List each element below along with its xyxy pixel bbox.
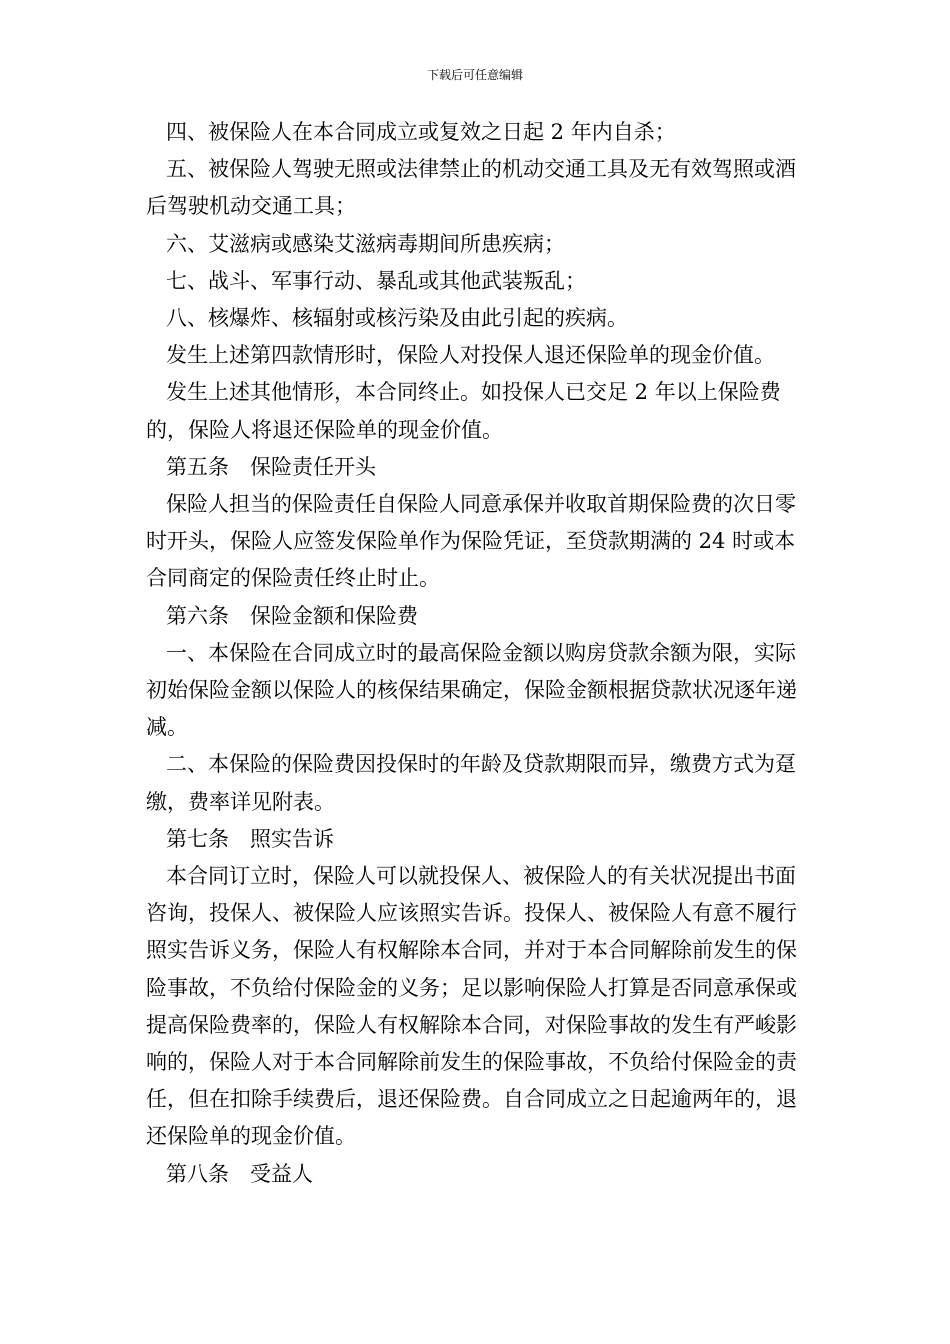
document-body [146, 114, 810, 1193]
paragraph: 五、被保险人驾驶无照或法律禁止的机动交通工具及无有效驾照或酒后驾驶机动交通工具； [146, 157, 796, 219]
paragraph: 一、本保险在合同成立时的最高保险金额以购房贷款余额为限，实际初始保险金额以保险人的核保结果确定，保险金额根据贷款状况逐年递减。 [146, 640, 797, 740]
section-heading: 第六条 保险金额和保险费 [166, 603, 418, 628]
paragraph: 发生上述第四款情形时，保险人对投保人退还保险单的现金价值。 [166, 343, 775, 368]
paragraph: 二、本保险的保险费因投保时的年龄及贷款期限而异，缴费方式为趸缴，费率详见附表。 [146, 752, 796, 814]
paragraph: 六、艾滋病或感染艾滋病毒期间所患疾病； [166, 231, 565, 256]
paragraph: 八、核爆炸、核辐射或核污染及由此引起的疾病。 [166, 306, 628, 331]
paragraph: 四、被保险人在本合同成立或复效之日起 2 年内自杀； [166, 120, 676, 144]
paragraph: 保险人担当的保险责任自保险人同意承保并收取首期保险费的次日零时开头，保险人应签发保险单作为保险凭证，至贷款期满的 24 时或本合同商定的保险责任终止时止。 [146, 492, 796, 591]
paragraph: 本合同订立时，保险人可以就投保人、被保险人的有关状况提出书面咨询，投保人、被保险人应该照实告诉。投保人、被保险人有意不履行照实告诉义务，保险人有权解除本合同，并对于本合同解除前发生的保险事故，不负给付保险金的义务；足以影响保险人打算是否同意承保或提高保险费率的，保险人有权解除本合同，对保险事故的发生有严峻影响的，保险人对于本合同解除前发生的保险事故，不负给付保险金的责任，但在扣除手续费后，退还保险费。自合同成立之日起逾两年的，退还保险单的现金价值。 [146, 864, 797, 1149]
paragraph: 发生上述其他情形，本合同终止。如投保人已交足 2 年以上保险费的，保险人将退还保险单的现金价值。 [146, 380, 781, 442]
section-heading: 第七条 照实告诉 [166, 826, 334, 851]
section-heading: 第五条 保险责任开头 [166, 454, 376, 479]
section-heading: 第八条 受益人 [166, 1161, 313, 1186]
page-header: 下载后可任意编辑 [426, 68, 523, 82]
paragraph: 七、战斗、军事行动、暴乱或其他武装叛乱； [166, 268, 586, 293]
